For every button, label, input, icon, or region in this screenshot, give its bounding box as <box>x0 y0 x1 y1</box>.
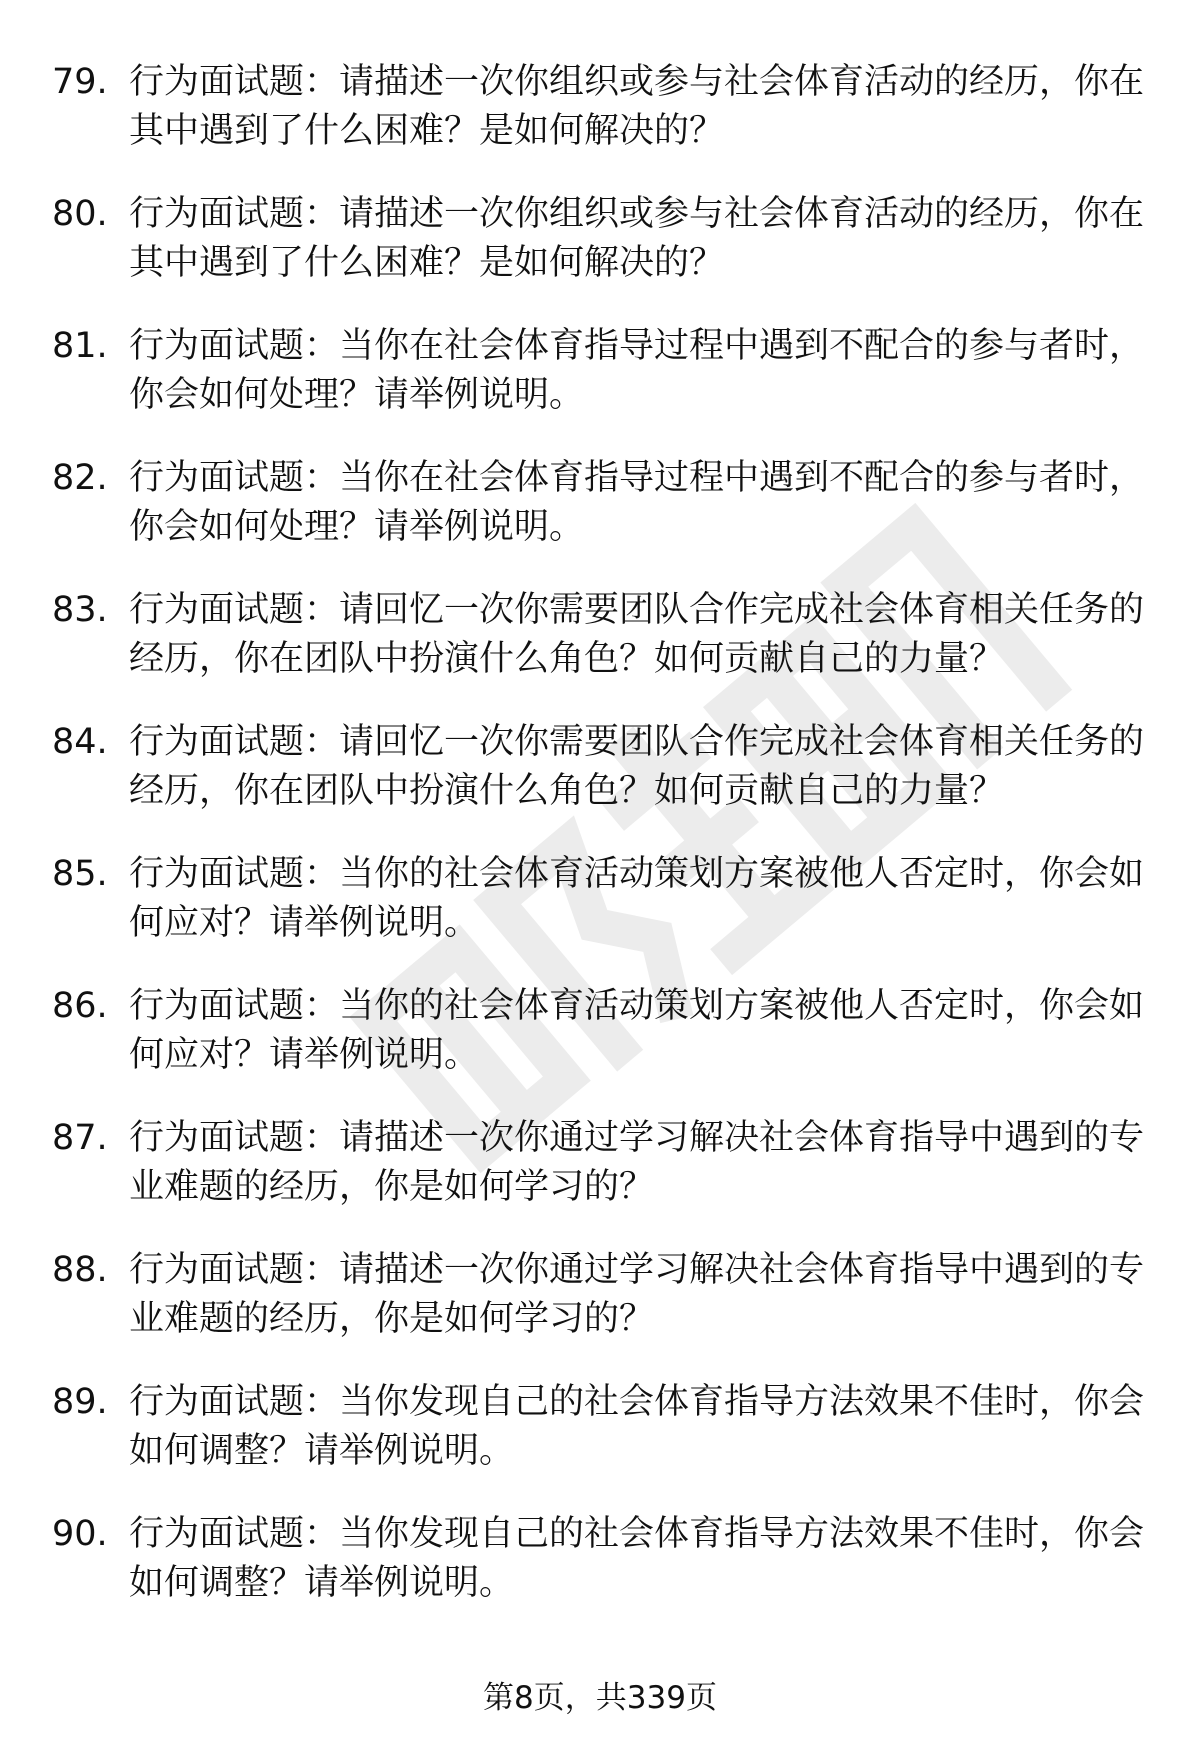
question-text: 行为面试题：请描述一次你组织或参与社会体育活动的经历，你在其中遇到了什么困难？是如何解决的？ <box>129 194 1145 283</box>
question-text: 行为面试题：当你发现自己的社会体育指导方法效果不佳时，你会如何调整？请举例说明。 <box>129 1382 1145 1471</box>
question-text: 行为面试题：请回忆一次你需要团队合作完成社会体育相关任务的经历，你在团队中扮演什么角色？如何贡献自己的力量？ <box>129 590 1145 679</box>
question-item <box>0 982 1200 1114</box>
question-number: 89. <box>52 1382 108 1422</box>
question-list <box>0 58 1200 1642</box>
question-number: 79. <box>52 62 108 102</box>
question-item <box>0 454 1200 586</box>
question-item <box>0 1378 1200 1510</box>
question-item <box>0 58 1200 190</box>
question-item <box>0 1114 1200 1246</box>
question-text: 行为面试题：当你发现自己的社会体育指导方法效果不佳时，你会如何调整？请举例说明。 <box>129 1514 1145 1603</box>
question-number: 80. <box>52 194 108 234</box>
question-item <box>0 586 1200 718</box>
question-item <box>0 850 1200 982</box>
question-text: 行为面试题：请描述一次你组织或参与社会体育活动的经历，你在其中遇到了什么困难？是如何解决的？ <box>129 62 1145 151</box>
question-number: 86. <box>52 986 108 1026</box>
question-text: 行为面试题：请描述一次你通过学习解决社会体育指导中遇到的专业难题的经历，你是如何学习的？ <box>129 1250 1145 1339</box>
question-number: 81. <box>52 326 108 366</box>
question-text: 行为面试题：请描述一次你通过学习解决社会体育指导中遇到的专业难题的经历，你是如何学习的？ <box>129 1118 1145 1207</box>
page-footer <box>0 1678 1200 1718</box>
question-number: 90. <box>52 1514 108 1554</box>
question-text: 行为面试题：当你的社会体育活动策划方案被他人否定时，你会如何应对？请举例说明。 <box>129 986 1145 1075</box>
question-text: 行为面试题：当你在社会体育指导过程中遇到不配合的参与者时，你会如何处理？请举例说明。 <box>129 458 1145 547</box>
question-number: 87. <box>52 1118 108 1158</box>
question-number: 84. <box>52 722 108 762</box>
page-indicator: 第8页，共339页 <box>483 1680 717 1716</box>
question-item <box>0 1246 1200 1378</box>
question-item <box>0 190 1200 322</box>
question-number: 83. <box>52 590 108 630</box>
question-item <box>0 1510 1200 1642</box>
question-item <box>0 718 1200 850</box>
question-item <box>0 322 1200 454</box>
question-text: 行为面试题：当你在社会体育指导过程中遇到不配合的参与者时，你会如何处理？请举例说明。 <box>129 326 1145 415</box>
question-number: 85. <box>52 854 108 894</box>
question-text: 行为面试题：请回忆一次你需要团队合作完成社会体育相关任务的经历，你在团队中扮演什么角色？如何贡献自己的力量？ <box>129 722 1145 811</box>
question-number: 88. <box>52 1250 108 1290</box>
question-number: 82. <box>52 458 108 498</box>
question-text: 行为面试题：当你的社会体育活动策划方案被他人否定时，你会如何应对？请举例说明。 <box>129 854 1145 943</box>
